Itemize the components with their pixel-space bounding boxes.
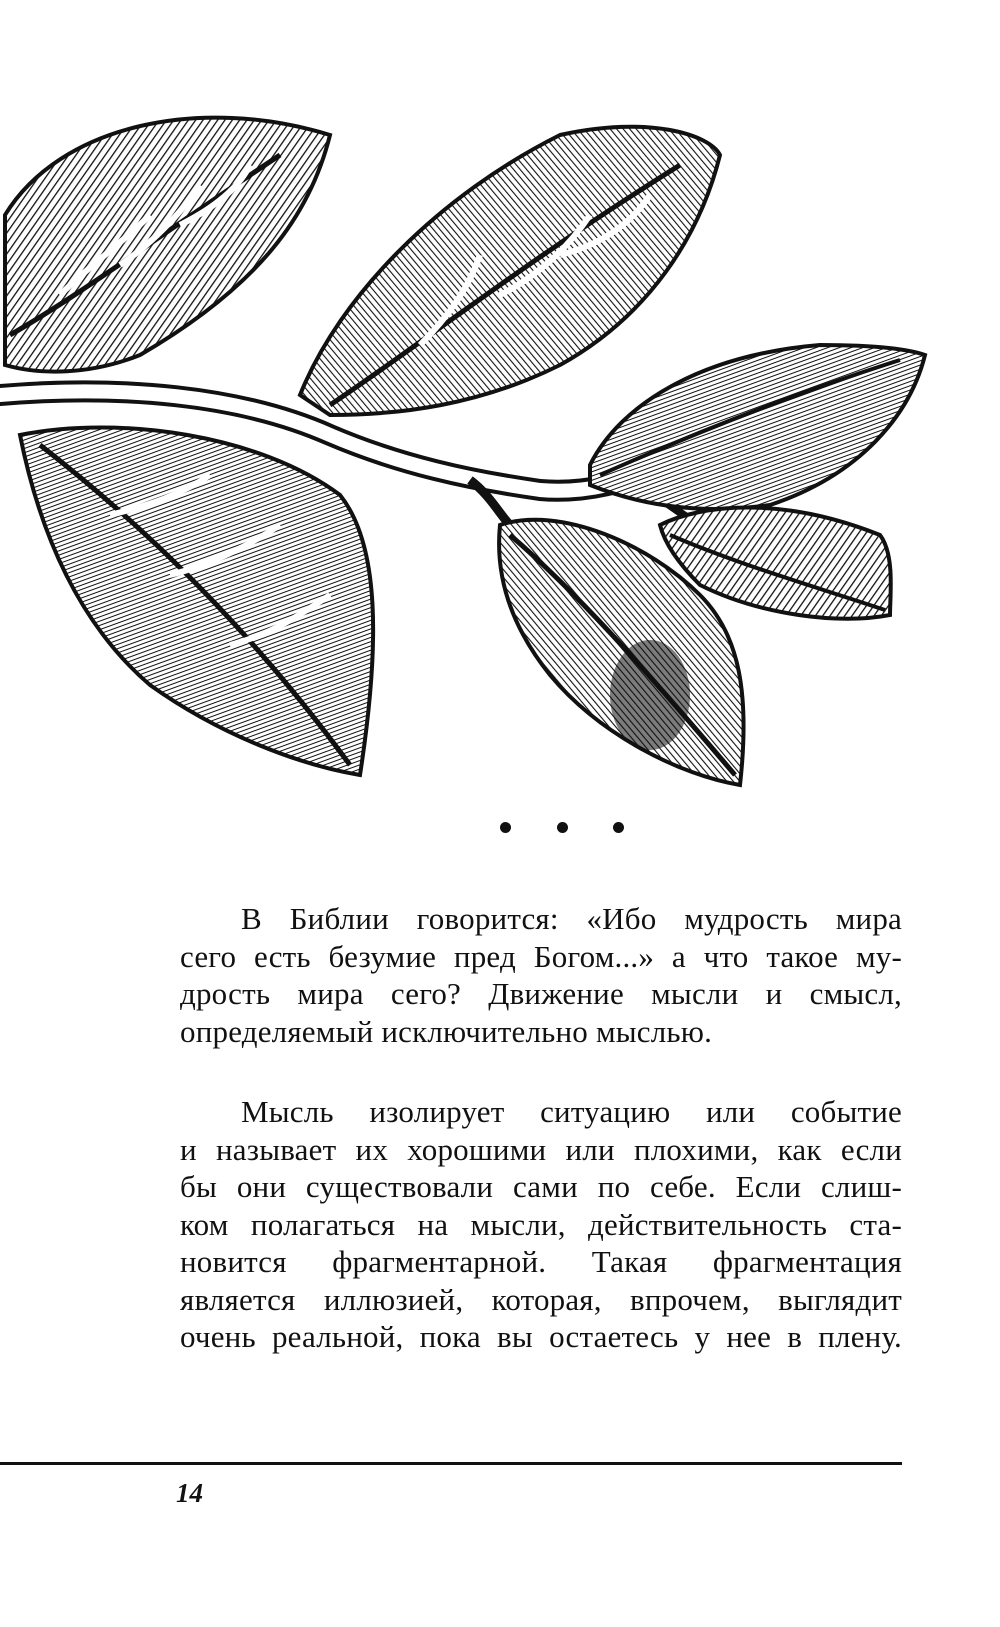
text-line: является иллюзией, которая, впрочем, выглядит bbox=[180, 1281, 902, 1317]
text-line: сего есть безумие пред Богом...» а что такое му- bbox=[180, 938, 902, 974]
text-line: бы они существовали сами по себе. Если слиш- bbox=[180, 1169, 902, 1204]
separator-dot bbox=[500, 822, 511, 833]
text-line: новится фрагментарной. Такая фрагментация bbox=[180, 1244, 902, 1279]
footer-rule bbox=[0, 1462, 902, 1465]
leaf-top-left bbox=[5, 118, 330, 372]
separator-dot bbox=[613, 822, 624, 833]
text-line: ком полагаться на мысли, действительность ста- bbox=[180, 1206, 902, 1242]
leaf-top-center bbox=[300, 127, 720, 415]
text-line: дрость мира сего? Движение мысли и смысл, bbox=[180, 976, 902, 1011]
leafy-branch-illustration bbox=[0, 95, 970, 815]
text-line: определяемый исключительно мыслью. bbox=[180, 1013, 713, 1049]
text-line: Мысль изолирует ситуацию или событие bbox=[241, 1094, 902, 1129]
separator-dot bbox=[557, 822, 568, 833]
section-separator bbox=[500, 822, 650, 842]
page-number: 14 bbox=[176, 1478, 203, 1508]
paragraph-1 bbox=[180, 900, 902, 1050]
text-line: В Библии говорится: «Ибо мудрость мира bbox=[241, 901, 902, 936]
paragraph-2 bbox=[180, 1093, 902, 1356]
text-line: и называет их хорошими или плохими, как если bbox=[180, 1131, 902, 1167]
text-line: очень реальной, пока вы остаетесь у нее в плену. bbox=[180, 1319, 902, 1354]
